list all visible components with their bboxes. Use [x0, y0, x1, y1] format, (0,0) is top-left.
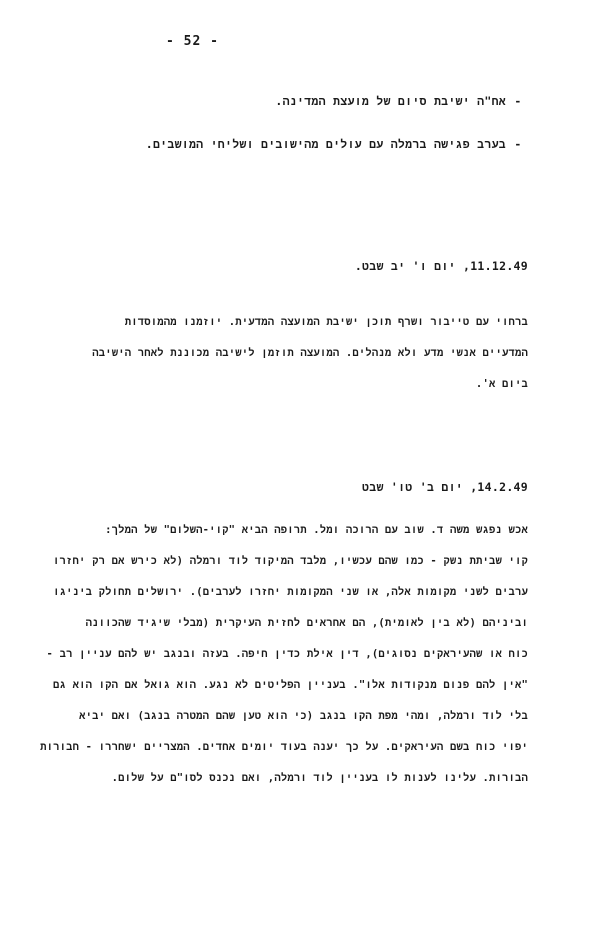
- text-line: קוי שביתת נשק - כמו שהם עכשיו, מלבד המיקוד לוד ורמלה (לא כירש אם רק יחזרו: [53, 555, 528, 567]
- text-line: ביום א'.: [475, 378, 528, 390]
- diary-entry-date: 11.12.49, יום ו' יב שבט.: [354, 259, 528, 273]
- text-line: "אין להם פנום מנקודות אלו". בעניין הפליטים לא נגע. הוא גואל אם הקו הוא גם: [53, 679, 528, 691]
- diary-entry-date: 14.2.49, יום ב' טו' שבט: [362, 480, 528, 494]
- bullet-dash: -: [514, 94, 522, 108]
- text-line: הבורות. עלינו לענות לו בעניין לוד ורמלה, ואם נכנס לסו"ם על שלום.: [111, 772, 528, 784]
- bullet-text: בערב פגישה ברמלה עם עולים מהישובים ושליחי המושבים.: [145, 137, 506, 151]
- bullet-item: [70, 137, 530, 152]
- text-line: ערבים לשני מקומות אלה, או שני המקומות יחזרו לערבים). ירושלים תחולק ביניגו: [53, 586, 528, 598]
- bullet-text: אח"ה ישיבת סיום של מועצת המדינה.: [275, 94, 506, 108]
- diary-entry-body: [28, 524, 528, 803]
- text-line: יפוי כוח בשם העיראקים. על כך יענה בעוד יומים אחדים. המצריים ישחררו - חבורות: [40, 741, 528, 753]
- bullet-item: [70, 94, 530, 109]
- diary-entry-body: [28, 316, 528, 409]
- text-line: בלי לוד ורמלה, ומהי מפת הקו בנגב (כי הוא טען שהם המטרה בנגב) ואם יביא: [79, 710, 528, 722]
- page-number: - 52 -: [166, 34, 219, 49]
- text-line: המדעיים אנשי מדע ולא מנהלים. המועצה תוזמן לישיבה מכוננת לאחר הישיבה: [92, 347, 528, 359]
- text-line: ברחוי עם טייבור ושרף תוכן ישיבת המועצה המדעית. יוזמנו מהמוסדות: [124, 316, 528, 328]
- text-line: אכש נפגש משה ד. שוב עם הרוכה ומל. תרופה הביא "קוי-השלום" של המלך:: [105, 524, 528, 536]
- text-line: וביניהם (לא בין לאומית), הם אחראים לחזית העיקרית (מבלי שיגיד שהכוונה: [85, 617, 528, 629]
- bullet-dash: -: [514, 137, 522, 151]
- text-line: כוח או שהעיראקים נסוגים), דין אילת כדין חיפה. בעזה ובנגב יש להם עניין רב -: [46, 648, 528, 660]
